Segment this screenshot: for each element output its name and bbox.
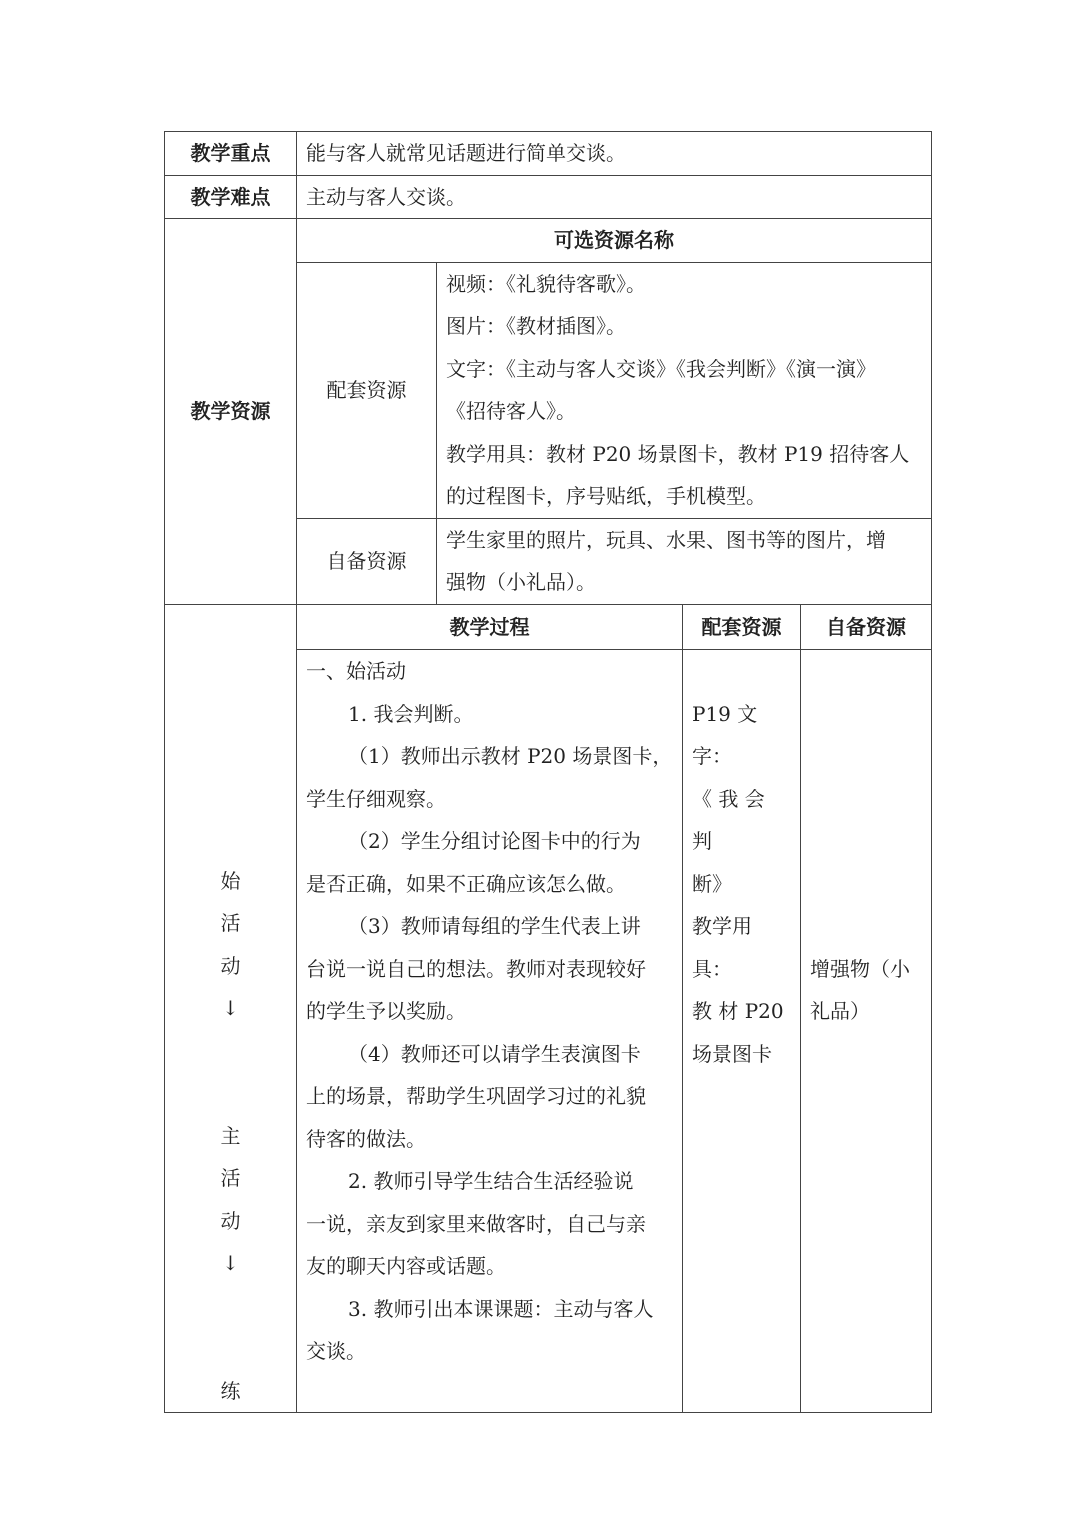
process-line: 待客的做法。 bbox=[306, 1126, 426, 1151]
stage-column bbox=[165, 604, 297, 1413]
process-supporting-line: P19 文字： bbox=[692, 701, 758, 769]
key-point-label: 教学重点 bbox=[165, 132, 297, 176]
process-line: 是否正确，如果不正确应该怎么做。 bbox=[306, 871, 626, 896]
process-self-content bbox=[801, 650, 932, 1413]
process-supporting-line: 《 我 会 判 bbox=[692, 786, 765, 854]
difficulty-label: 教学难点 bbox=[165, 175, 297, 219]
process-line: 1. 我会判断。 bbox=[348, 701, 474, 726]
stage-arrow: ↓ bbox=[222, 1251, 239, 1275]
process-line: 交谈。 bbox=[306, 1339, 366, 1364]
process-line: （4）教师还可以请学生表演图卡 bbox=[348, 1041, 641, 1066]
process-supporting-line: 场景图卡 bbox=[692, 1041, 772, 1066]
process-supporting-line: 教学用具： bbox=[692, 914, 752, 981]
process-supporting-content bbox=[683, 650, 801, 1413]
process-self-line: 礼品） bbox=[810, 999, 870, 1024]
process-line: 3. 教师引出本课课题：主动与客人 bbox=[348, 1296, 654, 1321]
supporting-line: 《招待客人》。 bbox=[446, 399, 576, 423]
process-line: 友的聊天内容或话题。 bbox=[306, 1254, 506, 1279]
process-line: 2. 教师引导学生结合生活经验说 bbox=[348, 1169, 634, 1194]
process-line: 的学生予以奖励。 bbox=[306, 999, 466, 1024]
stage-char: 动 bbox=[220, 953, 241, 978]
process-line: 台说一说自己的想法。教师对表现较好 bbox=[306, 956, 646, 981]
stage-char: 动 bbox=[220, 1208, 241, 1233]
process-header: 教学过程 bbox=[297, 604, 683, 650]
stage-char: 活 bbox=[220, 1166, 241, 1190]
stage-arrow: ↓ bbox=[222, 996, 239, 1020]
difficulty-value: 主动与客人交谈。 bbox=[297, 175, 932, 219]
resources-header: 可选资源名称 bbox=[297, 219, 932, 263]
stage-char: 始 bbox=[220, 868, 241, 893]
process-line: 一说，亲友到家里来做客时，自己与亲 bbox=[306, 1211, 646, 1236]
process-self-header: 自备资源 bbox=[801, 604, 932, 650]
resources-label: 教学资源 bbox=[165, 219, 297, 605]
supporting-resources-content bbox=[437, 262, 932, 518]
stage-char: 活 bbox=[220, 911, 241, 935]
process-line: （3）教师请每组的学生代表上讲 bbox=[348, 914, 641, 939]
process-header-row bbox=[165, 604, 932, 650]
process-line: 学生仔细观察。 bbox=[306, 786, 446, 811]
supporting-line: 视频：《礼貌待客歌》。 bbox=[446, 271, 646, 296]
self-resources-content bbox=[437, 518, 932, 604]
process-line: （2）学生分组讨论图卡中的行为 bbox=[348, 829, 641, 854]
supporting-line: 的过程图卡，序号贴纸，手机模型。 bbox=[446, 484, 766, 508]
self-line: 学生家里的照片，玩具、水果、图书等的图片，增 bbox=[446, 527, 886, 552]
process-supporting-line: 断》 bbox=[692, 871, 732, 896]
stage-char: 练 bbox=[220, 1378, 241, 1403]
resources-header-row bbox=[165, 219, 932, 263]
difficulty-row bbox=[165, 175, 932, 219]
self-resources-label: 自备资源 bbox=[297, 518, 437, 604]
lesson-plan-table bbox=[164, 131, 932, 1413]
self-line: 强物（小礼品）。 bbox=[446, 570, 596, 594]
process-self-line: 增强物（小 bbox=[810, 956, 910, 981]
supporting-line: 文字：《主动与客人交谈》《我会判断》《演一演》 bbox=[446, 356, 876, 381]
process-line: 一、始活动 bbox=[306, 659, 406, 684]
supporting-resources-label: 配套资源 bbox=[297, 262, 437, 518]
process-line: 上的场景，帮助学生巩固学习过的礼貌 bbox=[306, 1084, 646, 1109]
supporting-line: 教学用具：教材 P20 场景图卡，教材 P19 招待客人 bbox=[446, 441, 910, 466]
process-line: （1）教师出示教材 P20 场景图卡， bbox=[348, 744, 673, 769]
key-point-row bbox=[165, 132, 932, 176]
stage-char: 主 bbox=[220, 1123, 241, 1148]
process-supporting-header: 配套资源 bbox=[683, 604, 801, 650]
process-supporting-line: 教 材 P20 bbox=[692, 999, 784, 1024]
supporting-line: 图片：《教材插图》。 bbox=[446, 314, 626, 338]
process-content bbox=[297, 650, 683, 1413]
key-point-value: 能与客人就常见话题进行简单交谈。 bbox=[297, 132, 932, 176]
